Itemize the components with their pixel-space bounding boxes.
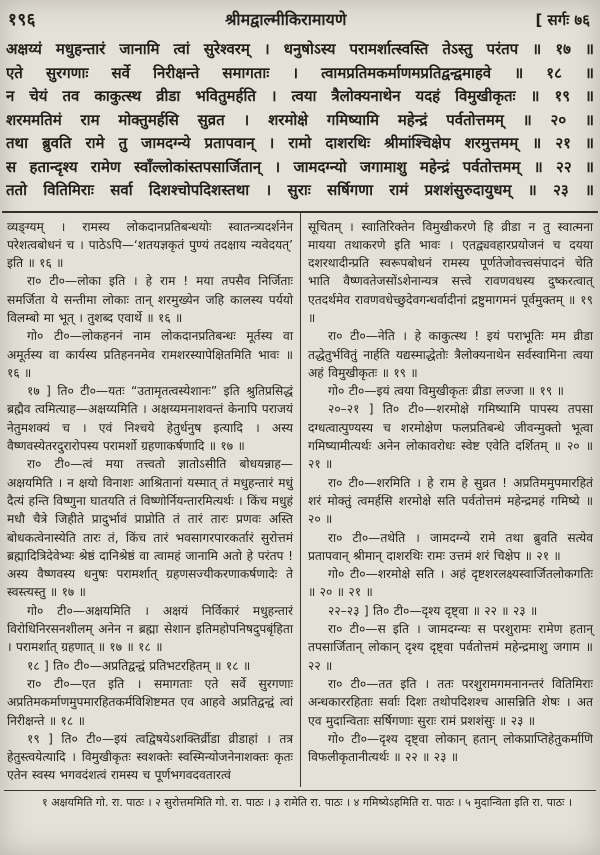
commentary-paragraph: रा० टी०—तथेति । जामदग्न्ये रामे तथा ब्रुवति सत्येव प्रतापवान् श्रीमान् दाशरथिः रामः उत्तमं शरं चिक्षेप ॥ २१ ॥	[308, 530, 593, 563]
commentary-paragraph: रा० टी०—तत इति । ततः परशुरामगमनानन्तरं वितिमिराः अन्धकाररहिताः सर्वाः दिशः तथोपदिशश्च आसन्निति शेषः । अत एव मुदान्विताः सर्षिगणाः सुराः रामं प्रशशंसुः ॥ २३ ॥	[308, 676, 593, 728]
commentary-paragraph: १९ ] ति० टी०—इयं त्वद्विषयेऽशक्तिर्व्रीडा व्रीडाहां । तत्र हेतुस्त्वयेत्यादि । विमुखीकृतः स्वशक्तेः स्वस्मिन्योजनेनाशक्तः कृतः एतेन स्वस्य भगवदंशत्वं रामस्य च पूर्णभगवदवतारत्वं	[7, 731, 293, 783]
verse-line-18: एते सुरगणाः सर्वे निरीक्षन्ते समागताः । त्वामप्रतिमकर्माणमप्रतिद्वन्द्वमाहवे ॥ १८ ॥	[6, 63, 594, 82]
commentary-paragraph: व्यङ्ग्यम् । रामस्य लोकदानप्रतिबन्धयोः स्वातन्त्र्यदर्शनेन परेशत्वबोधनं च । पाठेऽपि—‘शतयज्ञकृतं पुण्यं तदक्षाय न्यवेदयत्’ इति ॥ १६ ॥	[7, 219, 293, 271]
commentary-paragraph: गो० टी०—शरमोक्षे सति । अहं दृष्टशरलक्ष्यस्वार्जितलोकगतिः ॥ २० ॥ २१ ॥	[308, 567, 593, 600]
page-number: १९६	[8, 10, 37, 30]
commentary-columns	[0, 213, 600, 787]
verse-line-22: स हतान्दृश्य रामेण स्वाँल्लोकांस्तपसार्जितान् । जामदग्न्यो जगामाशु महेन्द्रं पर्वतोत्तमम् ॥ २२ ॥	[6, 157, 594, 176]
commentary-paragraph: गो० टी०—लोकहननं नाम लोकदानप्रतिबन्धः मूर्तस्य वा अमूर्तस्य वा कार्यस्य प्रतिहननमेव रामशरस्यापेक्षितमिति भावः ॥ १६ ॥	[7, 329, 293, 380]
commentary-paragraph: रा० टी०—त्वं मया तत्त्वतो ज्ञातोऽसीति बोधयन्नाह—अक्षयमिति । न क्षयो विनाशः आश्रितानां यस्मात् तं मधुहन्तारं मधुं दैत्यं हन्ति विष्णुना घातयति तं विष्णोर्नियन्तारमित्यर्थः । किंच मधुहं मधौ चैत्रे जिहीते प्रादुर्भावं प्राप्नोति तं तारं तारः प्रणवः अस्ति बोधकत्वेनास्येति तारः तं, किंच तारं भवसागरपारकर्तारं सुरोत्तमं ब्रह्मादित्रिदेवेभ्यः श्रेष्ठं दानिश्रेष्ठं वा त्वामहं जानामि अतो हे परंतप ! अस्य वैष्णवस्य धनुषः परामर्शात् ग्रहणसज्यीकरणाकर्षणादेः ते स्वस्त्यस्तु ॥ १७ ॥	[7, 457, 293, 600]
commentary-paragraph: गो० टी०—दृश्य दृष्ट्वा लोकान् हतान् लोकप्राप्तिहेतुकर्माणि विफलीकृतानीत्यर्थः ॥ २२ ॥ २३ ॥	[308, 731, 593, 765]
commentary-paragraph: रा० टी०—लोका इति । हे राम ! मया तपसैव निर्जिताः समर्जिता ये सन्तीमा लोकाः तान् शरमुख्येन जहि कालस्य पर्ययो विलम्बो मा भूत् । तुशब्द एवार्थे ॥ १६ ॥	[7, 274, 293, 325]
footnote-block	[0, 791, 600, 811]
commentary-paragraph: १८ ] ति० टी०—अप्रतिद्वन्द्वं प्रतिभटरहितम् ॥ १८ ॥	[27, 658, 251, 673]
commentary-paragraph: रा० टी०—नेति । हे काकुत्स्थ ! इयं पराभूतिः मम व्रीडा तद्धेतुर्भवितुं नार्हति यद्यस्माद्धेतोः त्रैलोक्यनाथेन सर्वस्वामिना त्वया अहं विमुखीकृतः ॥ १९ ॥	[308, 329, 593, 380]
commentary-paragraph: गो० टी०—इयं त्वया विमुखीकृतः व्रीडा लज्जा ॥ १९ ॥	[328, 384, 564, 399]
commentary-paragraph: रा० टी०—शरमिति । हे राम हे सुव्रत ! अप्रतिममुपमारहितं शरं मोक्तुं त्वमर्हसि शरमोक्षे सति पर्वतोत्तमं महेन्द्रमहं गमिष्ये ॥ २० ॥	[308, 475, 593, 527]
commentary-paragraph: २२–२३ ] ति० टी०—दृश्य दृष्ट्वा ॥ २२ ॥ २३ ॥	[328, 603, 538, 618]
footnote-text: १ अक्षयमिति गो. रा. पाठः । २ सुरोत्तममिति गो. रा. पाठः । ३ रामेति रा. पाठः । ४ गमिष्येऽहमिति रा. पाठः । ५ मुदान्विता इति रा. पाठः ।	[42, 795, 573, 809]
left-column	[0, 213, 300, 787]
verse-line-17: अक्षय्यं मधुहन्तारं जानामि त्वां सुरेश्वरम् । धनुषोऽस्य परामर्शात्स्वस्ति तेऽस्तु परंतप ॥ १७ ॥	[6, 40, 594, 58]
sarga-label: [ सर्गः ७६	[535, 11, 590, 29]
book-title: श्रीमद्वाल्मीकिरामायणे	[225, 10, 347, 29]
commentary-paragraph: सूचितम् । स्वातिरिक्तेन विमुखीकरणे हि व्रीडा न तु स्वात्मना मायया तथाकरणे इति भावः । एतद्व्यवहारप्रयोजनं च दयया दशरथादीन्प्रति स्वरूपबोधनं रामस्य पूर्णतेजोवत्त्वसंपादनं चेति भाति वैष्णवतेजसोंऽशेनान्यत्र सत्त्वे रावणवधस्य दुष्करत्वात् एतदर्थमेव रावणवधेच्छुदेवगन्धर्वादीनां द्रष्टुमागमनं पूर्वमुक्तम् ॥ १९ ॥	[308, 219, 593, 325]
page-header	[0, 0, 600, 32]
verse-block	[0, 32, 600, 207]
commentary-paragraph: रा० टी०—एत इति । समागताः एते सर्वे सुरगणाः अप्रतिमकर्माणमुपमारहितकर्मविशिष्टमत एव आहवे अप्रतिद्वन्द्वं त्वां निरीक्षन्ते ॥ १८ ॥	[7, 676, 293, 728]
right-column	[300, 213, 600, 787]
commentary-paragraph: गो० टी०—अक्षयमिति । अक्षयं निर्विकारं मधुहन्तारं विरोधिनिरसनशीलम् अनेन न ब्रह्मा सेशान इतिमहोपनिषदुपबृंहिता । परामर्शात् ग्रहणात् ॥ १७ ॥ १८ ॥	[7, 603, 293, 655]
commentary-paragraph: रा० टी०—स इति । जामदग्न्यः स परशुरामः रामेण हतान् तपसार्जितान् लोकान् दृश्य दृष्ट्वा पर्वतोत्तमं महेन्द्रमाशु जगाम ॥ २२ ॥	[308, 622, 593, 673]
verse-line-23: ततो वितिमिराः सर्वा दिशश्चोपदिशस्तथा । सुराः सर्षिगणा रामं प्रशशंसुरुदायुधम् ॥ २३ ॥	[6, 181, 594, 199]
commentary-paragraph: २०–२१ ] ति० टी०—शरमोक्षे गमिष्यामि पापस्य तपसा दग्धत्वात्पुण्यस्य च शरमोक्षेण फलप्रतिबन्धे जीवन्मुक्तो भूत्वा गमिष्यामीत्यर्थः अनेन लोकावरोधः स्वेष्ट एवेति दर्शितम् ॥ २० ॥ २१ ॥	[308, 402, 593, 472]
verse-line-20: शरममतिमं राम मोक्तुमर्हसि सुव्रत । शरमोक्षे गमिष्यामि महेन्द्रं पर्वतोत्तमम् ॥ २० ॥	[6, 110, 594, 129]
commentary-paragraph: १७ ] ति० टी०—यतः “उतामृतत्वस्येशानः” इति श्रुतिप्रसिद्धं ब्रह्मैव त्वमित्याह—अक्षय्यमिति । अक्षय्यमनाशवन्तं केनापि पराजयं नेतुमशक्यं च । एवं निश्चये हेतुर्धनुष इत्यादि । अस्य वैष्णवस्येतरदुरारोपस्य परामर्शो ग्रहणाकर्षणादि ॥ १७ ॥	[7, 384, 293, 454]
verse-line-19: न चेयं तव काकुत्स्थ व्रीडा भवितुमर्हति । त्वया त्रैलोक्यनाथेन यदहं विमुखीकृतः ॥ १९ ॥	[6, 87, 594, 105]
verse-line-21: तथा ब्रुवति रामे तु जामदग्न्ये प्रतापवान् । रामो दाशरथिः श्रीमांश्चिक्षेप शरमुत्तमम् ॥ २१ ॥	[6, 134, 594, 152]
